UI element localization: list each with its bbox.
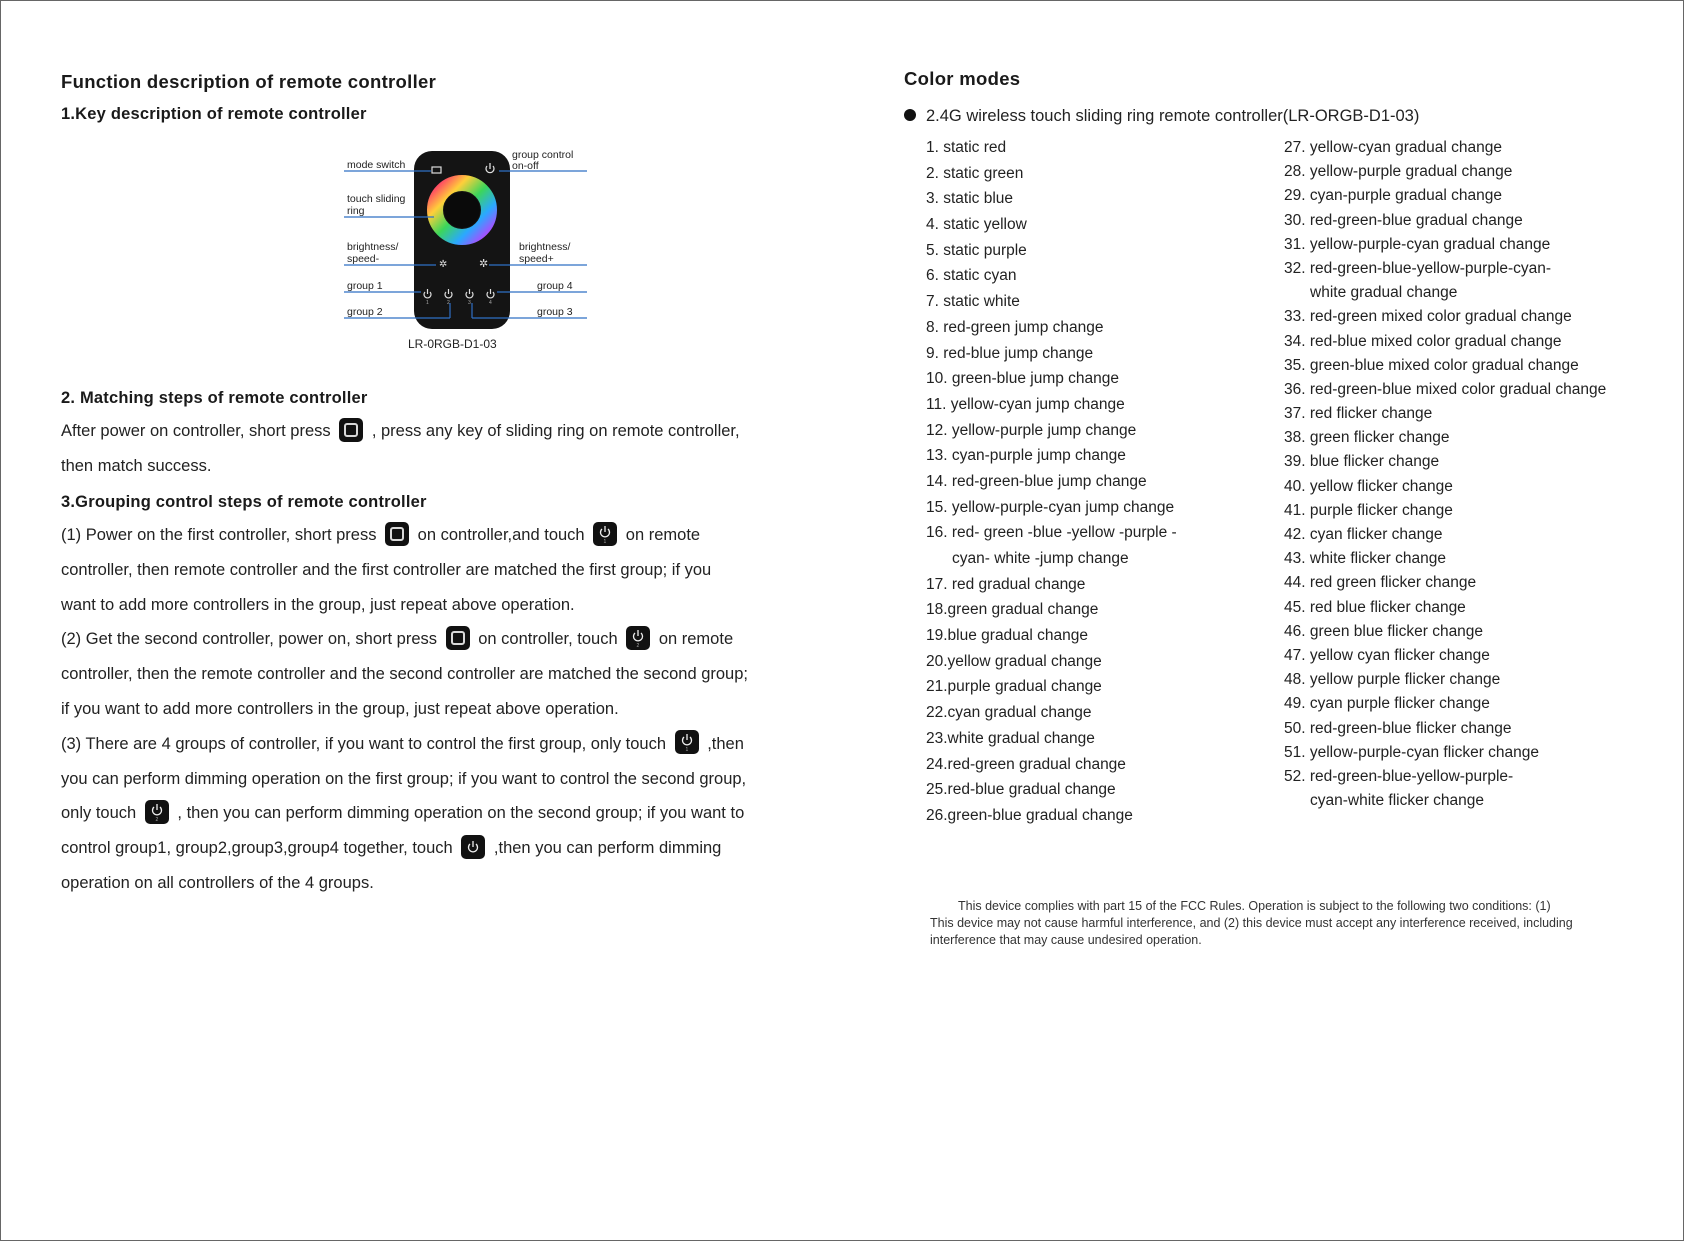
- section2-heading: 2. Matching steps of remote controller: [61, 389, 368, 407]
- list-item: 36. red-green-blue mixed color gradual change: [1284, 380, 1607, 398]
- label-brightness-minus-1: brightness/: [347, 241, 399, 253]
- label-group-onoff-2: on-off: [512, 160, 539, 172]
- label-group3: group 3: [537, 306, 573, 318]
- list-item: 15. yellow-purple-cyan jump change: [926, 498, 1175, 516]
- label-mode-switch: mode switch: [347, 159, 406, 171]
- label-brightness-plus-1: brightness/: [519, 241, 571, 253]
- list-item: 40. yellow flicker change: [1284, 477, 1453, 495]
- controller-key-icon: [339, 418, 363, 442]
- list-item: 22.cyan gradual change: [926, 704, 1092, 722]
- ring-center: [444, 192, 480, 228]
- group1-key-icon: [675, 730, 699, 754]
- list-item: 46. green blue flicker change: [1284, 622, 1484, 640]
- list-item: 30. red-green-blue gradual change: [1284, 211, 1523, 229]
- list-item: 10. green-blue jump change: [926, 370, 1120, 388]
- list-item: 3. static blue: [926, 190, 1014, 208]
- fcc-statement: This device complies with part 15 of the FCC Rules. Operation is subject to the following two conditions: (1) This device may not cause harmful interference, and (2) this device must accept any interference received, including interference that may cause undesired operation.: [930, 899, 1573, 947]
- group2-key-icon: [626, 626, 650, 650]
- svg-text:1: 1: [603, 538, 607, 545]
- list-item: 20.yellow gradual change: [926, 652, 1102, 670]
- key-number-3: 3: [468, 300, 471, 306]
- all-groups-key-icon: [461, 835, 485, 859]
- remote-diagram: [341, 141, 591, 356]
- controller-key-icon: [446, 626, 470, 650]
- list-item: 4. static yellow: [926, 216, 1027, 234]
- list-item: 14. red-green-blue jump change: [926, 472, 1147, 490]
- list-item: 12. yellow-purple jump change: [926, 421, 1137, 439]
- svg-text:2: 2: [636, 643, 640, 650]
- list-item: 42. cyan flicker change: [1284, 526, 1443, 543]
- list-item: 19.blue gradual change: [926, 627, 1089, 645]
- color-modes-subtitle: 2.4G wireless touch sliding ring remote controller(LR-ORGB-D1-03): [904, 107, 1419, 126]
- label-brightness-minus-2: speed-: [347, 253, 380, 265]
- list-item: 32. red-green-blue-yellow-purple-cyan-: [1284, 259, 1552, 277]
- key-number-2: 2: [447, 300, 450, 306]
- label-group1: group 1: [347, 280, 383, 292]
- section3-heading: 3.Grouping control steps of remote controller: [61, 493, 427, 511]
- brightness-plus-icon: ✲: [479, 258, 489, 270]
- list-item: 39. blue flicker change: [1284, 453, 1440, 471]
- list-item: 43. white flicker change: [1284, 550, 1446, 568]
- label-group-onoff-1: group control: [512, 149, 574, 161]
- list-item: cyan-white flicker change: [1310, 792, 1485, 810]
- label-touch-ring-1: touch sliding: [347, 193, 406, 205]
- label-group4: group 4: [537, 280, 573, 292]
- list-item: 38. green flicker change: [1284, 429, 1450, 447]
- list-item: 44. red green flicker change: [1284, 574, 1477, 592]
- page-title: Function description of remote controller: [61, 71, 437, 92]
- list-item: 29. cyan-purple gradual change: [1284, 187, 1503, 205]
- remote-model-label: LR-0RGB-D1-03: [408, 337, 497, 351]
- list-item: 8. red-green jump change: [926, 318, 1104, 336]
- section1-heading: 1.Key description of remote controller: [61, 105, 367, 123]
- list-item: 24.red-green gradual change: [926, 755, 1126, 773]
- list-item: 34. red-blue mixed color gradual change: [1284, 332, 1562, 350]
- list-item: 47. yellow cyan flicker change: [1284, 646, 1490, 664]
- list-item: 1. static red: [926, 139, 1007, 156]
- group2-key-icon: [145, 800, 169, 824]
- list-item: 35. green-blue mixed color gradual change: [1284, 356, 1579, 374]
- list-item: 33. red-green mixed color gradual change: [1284, 308, 1572, 326]
- list-item: 7. static white: [926, 293, 1020, 311]
- list-item: 13. cyan-purple jump change: [926, 447, 1126, 465]
- list-item: 45. red blue flicker change: [1284, 598, 1466, 616]
- list-item: 41. purple flicker change: [1284, 501, 1453, 519]
- controller-key-icon: [385, 522, 409, 546]
- list-item: 11. yellow-cyan jump change: [926, 395, 1125, 413]
- color-modes-list-left: [926, 135, 1177, 829]
- list-item: 5. static purple: [926, 241, 1027, 259]
- list-item: 25.red-blue gradual change: [926, 781, 1116, 799]
- label-brightness-plus-2: speed+: [519, 253, 554, 265]
- list-item: 50. red-green-blue flicker change: [1284, 719, 1512, 737]
- list-item: 27. yellow-cyan gradual change: [1284, 139, 1502, 156]
- bullet-icon: [904, 109, 916, 121]
- list-item: 26.green-blue gradual change: [926, 806, 1133, 824]
- list-item: 9. red-blue jump change: [926, 344, 1094, 362]
- list-item: 23.white gradual change: [926, 729, 1095, 747]
- list-item: 37. red flicker change: [1284, 405, 1433, 423]
- list-item: 16. red- green -blue -yellow -purple -: [926, 524, 1177, 542]
- list-item: 51. yellow-purple-cyan flicker change: [1284, 743, 1540, 761]
- key-number-1: 1: [426, 300, 429, 306]
- brightness-minus-icon: ✲: [439, 259, 448, 270]
- color-modes-list-right: [1284, 136, 1606, 813]
- color-modes-title: Color modes: [904, 68, 1021, 89]
- list-item: 18.green gradual change: [926, 601, 1099, 619]
- section3-body: (1) Power on the first controller, short press on controller,and touch 1 on remote controller, then remote controller and the first controller are matched the first group; if you want to add more controllers in the group, just repeat above operation. (2) Get the second controller, power on, short press on controller, touch 2 on remote controller, then the remote controller and the second controller are matched the second group; if you want to add more controllers in the group, just repeat above operation. (3) There are 4 groups of controller, if you want to control the first group, only touch 1 ,then you can perform dimming operation on the first group; if you want to control the second group, only touch 2 , then you can perform dimming operation on the second group; if you want to control group1, group2,group3,group4 together, touch ,then you can perform dimming operation on all controllers of the 4 groups.: [61, 518, 851, 901]
- list-item: 52. red-green-blue-yellow-purple-: [1284, 767, 1514, 785]
- list-item: 21.purple gradual change: [926, 678, 1102, 696]
- section2-body: After power on controller, short press , press any key of sliding ring on remote controller, then match success.: [61, 414, 841, 484]
- list-item: 17. red gradual change: [926, 575, 1086, 593]
- label-touch-ring-2: ring: [347, 205, 365, 217]
- list-item: 28. yellow-purple gradual change: [1284, 163, 1513, 181]
- group1-key-icon: [593, 522, 617, 546]
- list-item: 2. static green: [926, 164, 1024, 182]
- svg-text:1: 1: [685, 747, 688, 754]
- list-item: cyan- white -jump change: [952, 550, 1129, 567]
- label-group2: group 2: [347, 306, 383, 318]
- list-item: 6. static cyan: [926, 267, 1017, 285]
- list-item: white gradual change: [1310, 284, 1458, 302]
- list-item: 49. cyan purple flicker change: [1284, 695, 1490, 713]
- list-item: 31. yellow-purple-cyan gradual change: [1284, 235, 1551, 253]
- svg-text:2: 2: [155, 817, 159, 824]
- key-number-4: 4: [489, 300, 492, 306]
- list-item: 48. yellow purple flicker change: [1284, 671, 1501, 689]
